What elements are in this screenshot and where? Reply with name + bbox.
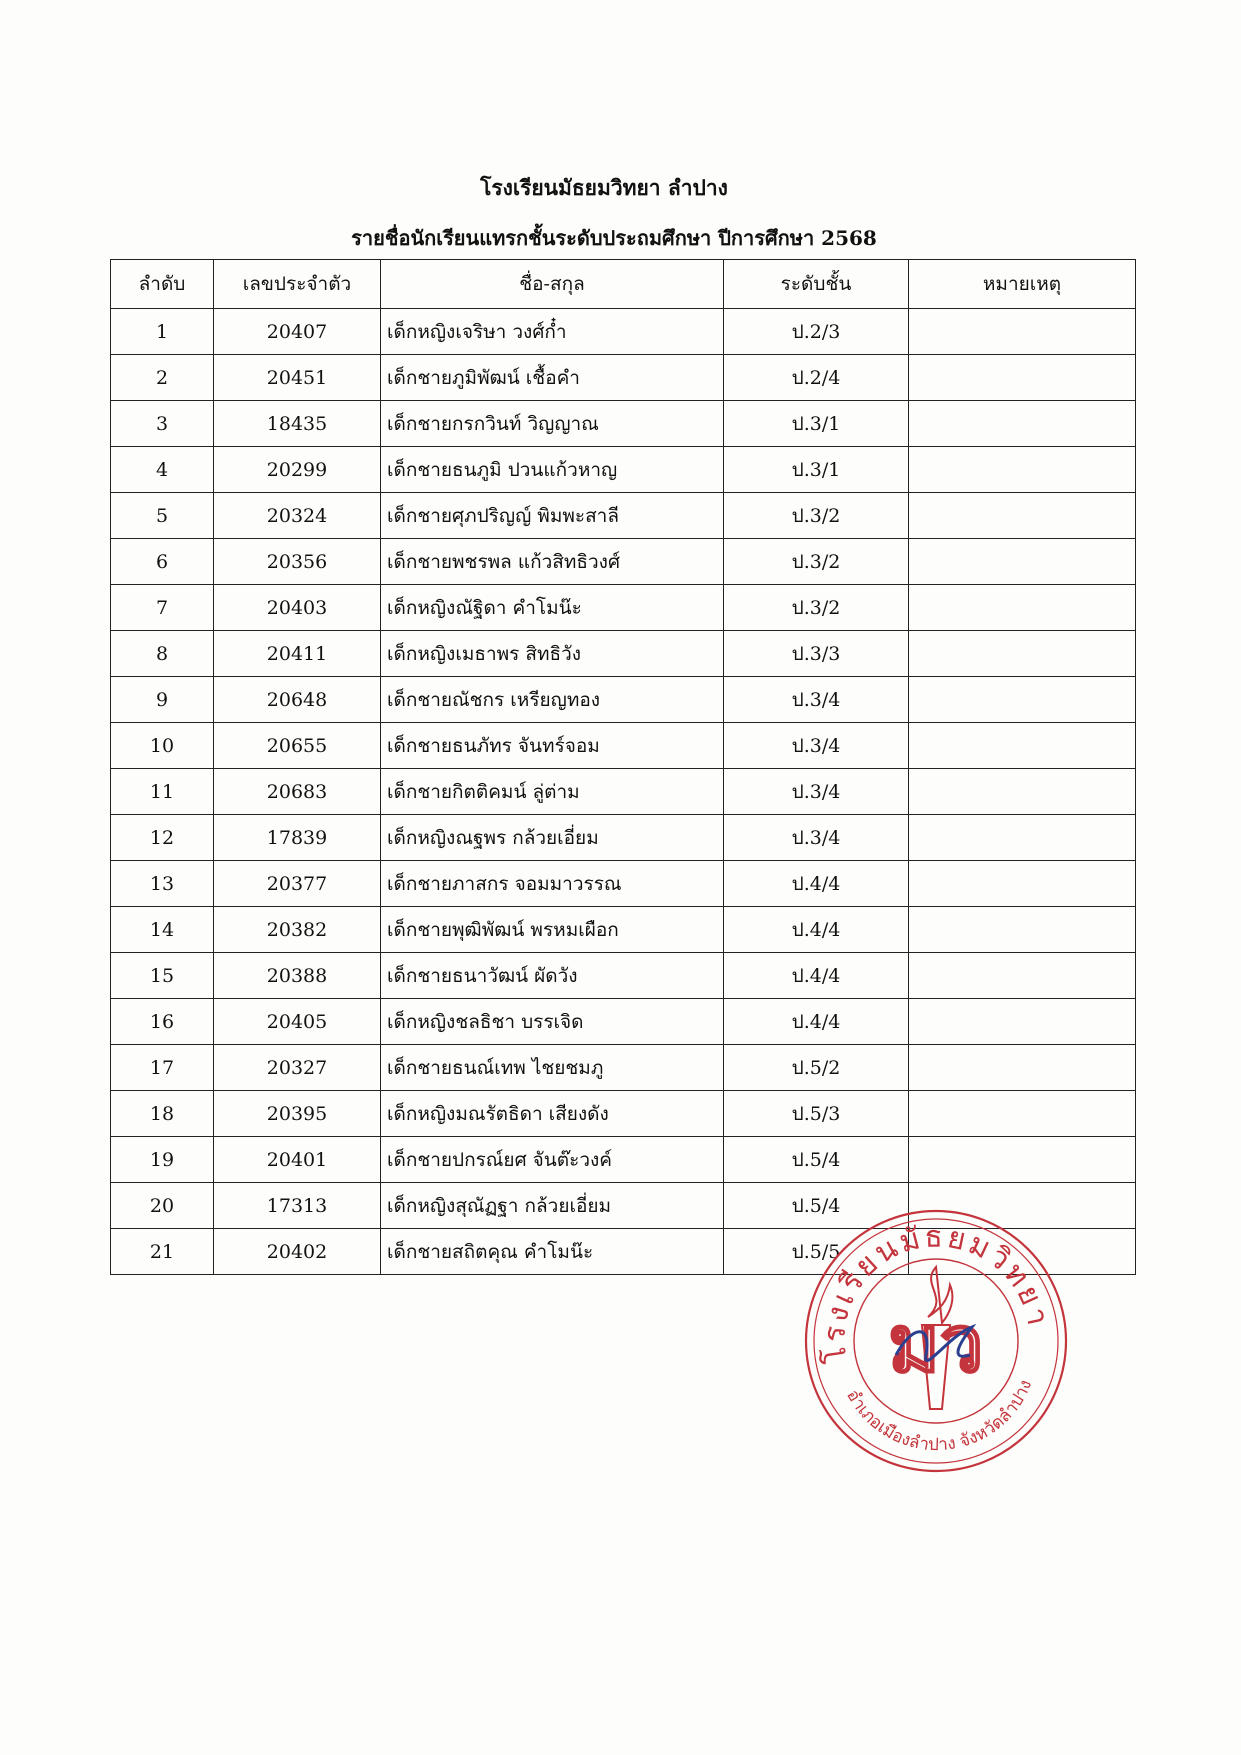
row-remark: [909, 355, 1136, 401]
row-grade: ป.3/4: [724, 815, 909, 861]
row-grade: ป.5/3: [724, 1091, 909, 1137]
row-remark: [909, 723, 1136, 769]
seal-emblem-text: มว: [888, 1299, 984, 1390]
row-name: เด็กชายสถิตคุณ คำโมน๊ะ: [381, 1229, 724, 1275]
row-grade: ป.3/4: [724, 769, 909, 815]
row-order: 6: [111, 539, 214, 585]
row-grade: ป.3/4: [724, 677, 909, 723]
row-name: เด็กหญิงณฐพร กล้วยเอี่ยม: [381, 815, 724, 861]
table-row: [111, 309, 1136, 355]
row-name: เด็กชายธนภัทร จันทร์จอม: [381, 723, 724, 769]
list-title: รายชื่อนักเรียนแทรกชั้นระดับประถมศึกษา ปีการศึกษา 2568: [351, 226, 877, 250]
seal-inner-ring: [854, 1259, 1018, 1423]
row-order: 3: [111, 401, 214, 447]
row-remark: [909, 999, 1136, 1045]
table-row: [111, 631, 1136, 677]
row-student-id: 20405: [214, 999, 381, 1045]
row-name: เด็กชายปกรณ์ยศ จันต๊ะวงค์: [381, 1137, 724, 1183]
row-grade: ป.4/4: [724, 953, 909, 999]
row-remark: [909, 677, 1136, 723]
row-remark: [909, 1091, 1136, 1137]
row-remark: [909, 539, 1136, 585]
row-grade: ป.5/5: [724, 1229, 909, 1275]
signature-icon: [896, 1327, 972, 1361]
table-row: [111, 815, 1136, 861]
row-grade: ป.5/4: [724, 1183, 909, 1229]
row-student-id: 20395: [214, 1091, 381, 1137]
row-remark: [909, 447, 1136, 493]
row-student-id: 20377: [214, 861, 381, 907]
row-order: 9: [111, 677, 214, 723]
row-remark: [909, 585, 1136, 631]
row-order: 11: [111, 769, 214, 815]
table-row: [111, 677, 1136, 723]
row-student-id: 20683: [214, 769, 381, 815]
table-row: [111, 999, 1136, 1045]
school-name: โรงเรียนมัธยมวิทยา ลำปาง: [480, 175, 728, 200]
row-grade: ป.5/2: [724, 1045, 909, 1091]
row-order: 12: [111, 815, 214, 861]
row-grade: ป.4/4: [724, 999, 909, 1045]
row-remark: [909, 631, 1136, 677]
row-order: 18: [111, 1091, 214, 1137]
table-row: [111, 401, 1136, 447]
row-grade: ป.3/4: [724, 723, 909, 769]
row-student-id: 20324: [214, 493, 381, 539]
row-order: 19: [111, 1137, 214, 1183]
row-grade: ป.3/1: [724, 401, 909, 447]
table-row: [111, 861, 1136, 907]
row-name: เด็กชายพุฒิพัฒน์ พรหมเผือก: [381, 907, 724, 953]
table-row: [111, 1183, 1136, 1229]
row-grade: ป.3/3: [724, 631, 909, 677]
row-remark: [909, 1137, 1136, 1183]
table-row: [111, 723, 1136, 769]
row-student-id: 18435: [214, 401, 381, 447]
row-name: เด็กหญิงสุณัฏฐา กล้วยเอี่ยม: [381, 1183, 724, 1229]
row-order: 20: [111, 1183, 214, 1229]
row-name: เด็กชายธนภูมิ ปวนแก้วหาญ: [381, 447, 724, 493]
row-order: 10: [111, 723, 214, 769]
row-student-id: 20407: [214, 309, 381, 355]
row-student-id: 20382: [214, 907, 381, 953]
row-student-id: 17313: [214, 1183, 381, 1229]
row-grade: ป.4/4: [724, 861, 909, 907]
table-row: [111, 907, 1136, 953]
row-order: 13: [111, 861, 214, 907]
row-order: 2: [111, 355, 214, 401]
col-header-order: ลำดับ: [111, 260, 214, 309]
seal-bottom-text: อำเภอเมืองลำปาง จังหวัดลำปาง: [842, 1377, 1037, 1456]
row-remark: [909, 1183, 1136, 1229]
col-header-student-id: เลขประจำตัว: [214, 260, 381, 309]
table-body: [111, 309, 1136, 1275]
row-grade: ป.5/4: [724, 1137, 909, 1183]
row-grade: ป.3/2: [724, 539, 909, 585]
student-table: [110, 259, 1136, 1275]
row-student-id: 20401: [214, 1137, 381, 1183]
table-row: [111, 493, 1136, 539]
row-name: เด็กชายศุภปริญญ์ พิมพะสาลี: [381, 493, 724, 539]
row-order: 1: [111, 309, 214, 355]
row-name: เด็กหญิงมณรัตธิดา เสียงดัง: [381, 1091, 724, 1137]
row-remark: [909, 493, 1136, 539]
col-header-name: ชื่อ-สกุล: [381, 260, 724, 309]
table-row: [111, 769, 1136, 815]
row-order: 16: [111, 999, 214, 1045]
row-student-id: 20356: [214, 539, 381, 585]
table-row: [111, 1137, 1136, 1183]
row-student-id: 20402: [214, 1229, 381, 1275]
row-student-id: 20299: [214, 447, 381, 493]
row-name: เด็กหญิงชลธิชา บรรเจิด: [381, 999, 724, 1045]
row-remark: [909, 815, 1136, 861]
row-remark: [909, 769, 1136, 815]
row-remark: [909, 953, 1136, 999]
row-student-id: 20451: [214, 355, 381, 401]
row-name: เด็กชายธนณ์เทพ ไชยชมภู: [381, 1045, 724, 1091]
row-student-id: 20403: [214, 585, 381, 631]
row-order: 17: [111, 1045, 214, 1091]
row-remark: [909, 1045, 1136, 1091]
table-row: [111, 1229, 1136, 1275]
row-order: 8: [111, 631, 214, 677]
table-row: [111, 1045, 1136, 1091]
row-grade: ป.3/1: [724, 447, 909, 493]
row-remark: [909, 309, 1136, 355]
row-grade: ป.2/3: [724, 309, 909, 355]
row-name: เด็กชายธนาวัฒน์ ผัดวัง: [381, 953, 724, 999]
row-student-id: 20327: [214, 1045, 381, 1091]
row-remark: [909, 907, 1136, 953]
row-name: เด็กชายณัชกร เหรียญทอง: [381, 677, 724, 723]
row-remark: [909, 1229, 1136, 1275]
row-name: เด็กชายกรกวินท์ วิญญาณ: [381, 401, 724, 447]
row-name: เด็กชายภูมิพัฒน์ เชื้อคำ: [381, 355, 724, 401]
row-order: 4: [111, 447, 214, 493]
row-student-id: 20655: [214, 723, 381, 769]
flame-icon: [928, 1267, 952, 1323]
row-student-id: 20648: [214, 677, 381, 723]
row-student-id: 20411: [214, 631, 381, 677]
row-order: 14: [111, 907, 214, 953]
row-grade: ป.3/2: [724, 493, 909, 539]
row-order: 21: [111, 1229, 214, 1275]
row-name: เด็กหญิงเมธาพร สิทธิวัง: [381, 631, 724, 677]
row-grade: ป.2/4: [724, 355, 909, 401]
table-row: [111, 953, 1136, 999]
row-order: 7: [111, 585, 214, 631]
table-row: [111, 447, 1136, 493]
row-remark: [909, 861, 1136, 907]
table-row: [111, 355, 1136, 401]
table-header-row: [111, 260, 1136, 309]
row-name: เด็กชายภาสกร จอมมาวรรณ: [381, 861, 724, 907]
row-order: 15: [111, 953, 214, 999]
table-row: [111, 539, 1136, 585]
row-name: เด็กหญิงณัฐิดา คำโมน๊ะ: [381, 585, 724, 631]
row-student-id: 20388: [214, 953, 381, 999]
row-order: 5: [111, 493, 214, 539]
col-header-grade: ระดับชั้น: [724, 260, 909, 309]
row-grade: ป.3/2: [724, 585, 909, 631]
table-row: [111, 585, 1136, 631]
table-row: [111, 1091, 1136, 1137]
col-header-remark: หมายเหตุ: [909, 260, 1136, 309]
row-name: เด็กหญิงเจริษา วงศ์ก๋ำ: [381, 309, 724, 355]
row-remark: [909, 401, 1136, 447]
row-name: เด็กชายพชรพล แก้วสิทธิวงศ์: [381, 539, 724, 585]
seal-top-text: โรงเรียนมัธยมวิทยา: [817, 1219, 1056, 1366]
torch-icon: [922, 1325, 950, 1409]
row-student-id: 17839: [214, 815, 381, 861]
row-grade: ป.4/4: [724, 907, 909, 953]
row-name: เด็กชายกิตติคมน์ ลู่ต่าม: [381, 769, 724, 815]
